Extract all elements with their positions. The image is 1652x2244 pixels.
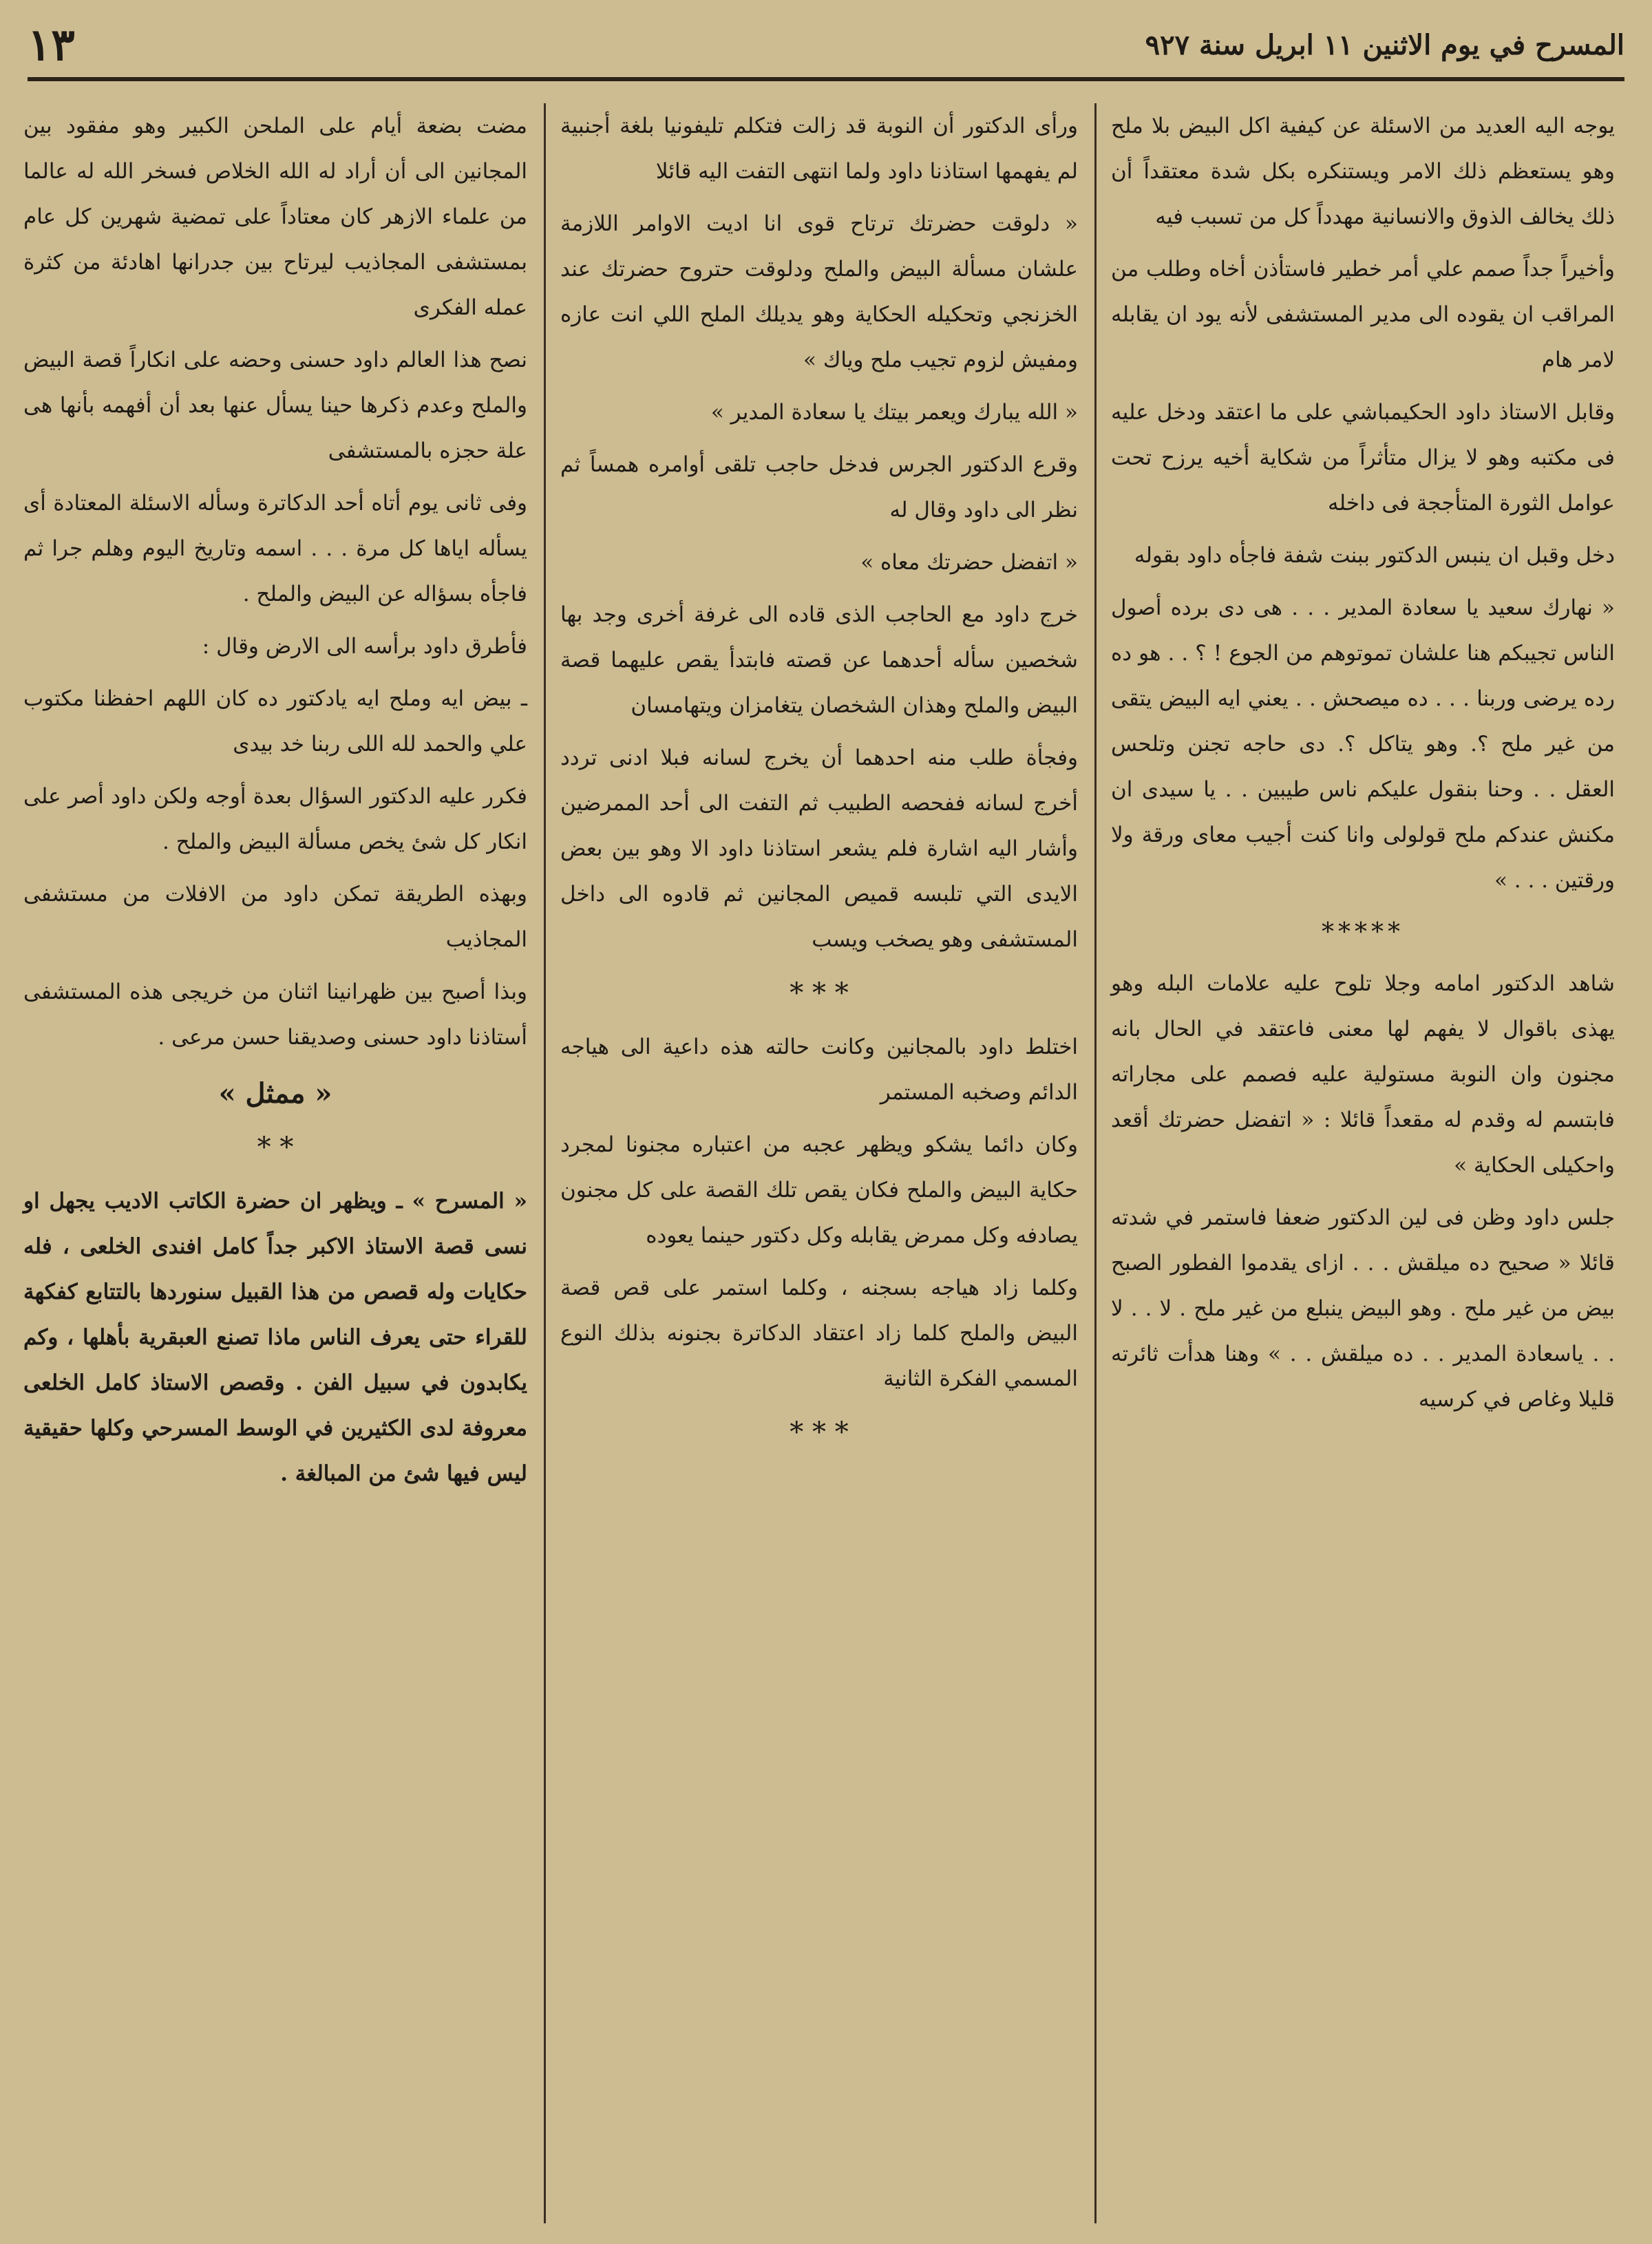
author-signature: « ممثل » <box>218 1077 332 1110</box>
paragraph: نصح هذا العالم داود حسنى وحضه على انكاراً قصة البيض والملح وعدم ذكرها حينا يسأل عنها بعد أن أفهمه بأنها هى علة حجزه بالمستشفى <box>23 348 527 463</box>
paragraph: « الله يبارك ويعمر بيتك يا سعادة المدير » <box>710 400 1078 425</box>
article-column-right <box>1101 103 1624 2216</box>
article-column-left <box>14 103 537 2216</box>
paragraph: « نهارك سعيد يا سعادة المدير . . . هى دى برده أصول الناس تجيبكم هنا علشان تموتوهم من الجوع ! ؟ . . هو ده رده يرضى وربنا . . . ده ميصحش . . يعني ايه البيض يتقى من غير ملح ؟. وهو يتاكل ؟. دى حاجه تجنن وتلحس العقل . . وحنا بنقول عليكم ناس طيبين . . يا سيدى ان مكنش عندكم ملح قولولى وانا كنت أجيب معاى ورقة ولا ورقتين . . . » <box>1111 595 1615 893</box>
editor-note: « المسرح » ـ ويظهر ان حضرة الكاتب الاديب يجهل او نسى قصة الاستاذ الاكبر جداً كامل افندى الخلعى ، فله حكايات وله قصص من هذا القبيل سنوردها بالتتابع كفكهة للقراء حتى يعرف الناس ماذا تصنع العبقرية بأهلها ، وكم يكابدون في سبيل الفن . وقصص الاستاذ كامل الخلعى معروفة لدى الكثيرين في الوسط المسرحي وكلها حقيقية ليس فيها شئ من المبالغة . <box>23 1189 527 1486</box>
header-title: المسرح في يوم الاثنين ١١ ابريل سنة ٩٢٧ <box>1145 28 1624 61</box>
paragraph: وكان دائما يشكو ويظهر عجبه من اعتباره مجنونا لمجرد حكاية البيض والملح فكان يقص تلك القصة على كل مجنون يصادفه وكل ممرض يقابله وكل دكتور حينما يعوده <box>560 1132 1078 1248</box>
paragraph: وبهذه الطريقة تمكن داود من الافلات من مستشفى المجاذيب <box>23 882 527 952</box>
section-ornament: ***** <box>1322 918 1404 946</box>
paragraph: « دلوقت حضرتك ترتاح قوى انا اديت الاوامر اللازمة علشان مسألة البيض والملح ودلوقت حتروح حضرتك عند الخزنجي وتحكيله الحكاية وهو يديلك الملح اللي انت عازه ومفيش لزوم تجيب ملح وياك » <box>560 211 1078 372</box>
paragraph: مضت بضعة أيام على الملحن الكبير وهو مفقود بين المجانين الى أن أراد له الله الخلاص فسخر الله له عالما من علماء الازهر كان معتاداً على تمضية شهرين كل عام بمستشفى المجاذيب ليرتاح بين جدرانها اهادئة من كثرة عمله الفكرى <box>23 114 527 320</box>
paragraph: خرج داود مع الحاجب الذى قاده الى غرفة أخرى وجد بها شخصين سأله أحدهما عن قصته فابتدأ يقص عليهما قصة البيض والملح وهذان الشخصان يتغامزان ويتهامسان <box>560 602 1078 718</box>
paragraph: « اتفضل حضرتك معاه » <box>860 550 1078 575</box>
paragraph: وقرع الدكتور الجرس فدخل حاجب تلقى أوامره همساً ثم نظر الى داود وقال له <box>560 452 1078 522</box>
paragraph: جلس داود وظن فى لين الدكتور ضعفا فاستمر في شدته قائلا « صحيح ده ميلقش . . . ازاى يقدموا الفطور الصبح بيض من غير ملح . وهو البيض ينبلع من غير ملح . لا . . لا . . ياسعادة المدير . . ده ميلقش . . » وهنا هدأت ثائرته قليلا وغاص في كرسيه <box>1111 1205 1615 1412</box>
paragraph: وبذا أصبح بين ظهرانينا اثنان من خريجى هذه المستشفى أستاذنا داود حسنى وصديقنا حسن مرعى . <box>23 980 527 1050</box>
paragraph: اختلط داود بالمجانين وكانت حالته هذه داعية الى هياجه الدائم وصخبه المستمر <box>560 1035 1078 1105</box>
page-number: ١٣ <box>28 19 75 71</box>
paragraph: ورأى الدكتور أن النوبة قد زالت فتكلم تليفونيا بلغة أجنبية لم يفهمها استاذنا داود ولما انتهى التفت اليه قائلا <box>560 114 1078 184</box>
paragraph: فأطرق داود برأسه الى الارض وقال : <box>202 634 527 659</box>
paragraph: وقابل الاستاذ داود الحكيمباشي على ما اعتقد ودخل عليه فى مكتبه وهو لا يزال متأثراً من شكاية أخيه يرزح تحت عوامل الثورة المتأججة فى داخله <box>1111 400 1615 516</box>
paragraph: وفى ثانى يوم أتاه أحد الدكاترة وسأله الاسئلة المعتادة أى يسأله اياها كل مرة . . . اسمه وتاريخ اليوم وهلم جرا ثم فاجأه بسؤاله عن البيض والملح . <box>23 491 527 606</box>
paragraph: دخل وقبل ان ينبس الدكتور ببنت شفة فاجأه داود بقوله <box>1134 543 1615 568</box>
paragraph: وفجأة طلب منه احدهما أن يخرج لسانه فبلا ادنى تردد أخرج لسانه ففحصه الطبيب ثم التفت الى أحد الممرضين وأشار اليه اشارة فلم يشعر استاذنا داود الا وهو بين بعض الايدى التي تلبسه قميص المجانين ثم قادوه الى داخل المستشفى وهو يصخب ويسب <box>560 745 1078 952</box>
paragraph: ـ بيض ايه وملح ايه يادكتور ده كان اللهم احفظنا مكتوب علي والحمد لله اللى ربنا خد بيدى <box>23 686 527 756</box>
section-separator: * * <box>257 1132 294 1163</box>
section-separator: * * * <box>790 977 849 1009</box>
paragraph: يوجه اليه العديد من الاسئلة عن كيفية اكل البيض بلا ملح وهو يستعظم ذلك الامر ويستنكره بكل شدة معتقداً أن ذلك يخالف الذوق والانسانية مهدداً كل من تسبب فيه <box>1111 114 1615 229</box>
header-rule <box>28 77 1624 81</box>
column-divider <box>1094 103 1097 2223</box>
masthead <box>28 21 1624 69</box>
paragraph: فكرر عليه الدكتور السؤال بعدة أوجه ولكن داود أصر على انكار كل شئ يخص مسألة البيض والملح . <box>23 784 527 854</box>
paragraph: وأخيراً جداً صمم علي أمر خطير فاستأذن أخاه وطلب من المراقب ان يقوده الى مدير المستشفى لأنه يود ان يقابله لامر هام <box>1111 257 1615 372</box>
paragraph: شاهد الدكتور امامه وجلا تلوح عليه علامات البله وهو يهذى باقوال لا يفهم لها معنى فاعتقد في الحال بانه مجنون وان النوبة مستولية عليه فصمم على مجاراته فابتسم له وقدم له مقعداً قائلا : « اتفضل حضرتك أقعد واحكيلى الحكاية » <box>1111 971 1615 1178</box>
column-divider <box>544 103 546 2223</box>
section-separator: * * * <box>790 1417 849 1448</box>
article-column-middle <box>551 103 1088 2216</box>
paragraph: وكلما زاد هياجه بسجنه ، وكلما استمر على قص قصة البيض والملح كلما زاد اعتقاد الدكاترة بجنونه بذلك النوع المسمي الفكرة الثانية <box>560 1276 1078 1391</box>
